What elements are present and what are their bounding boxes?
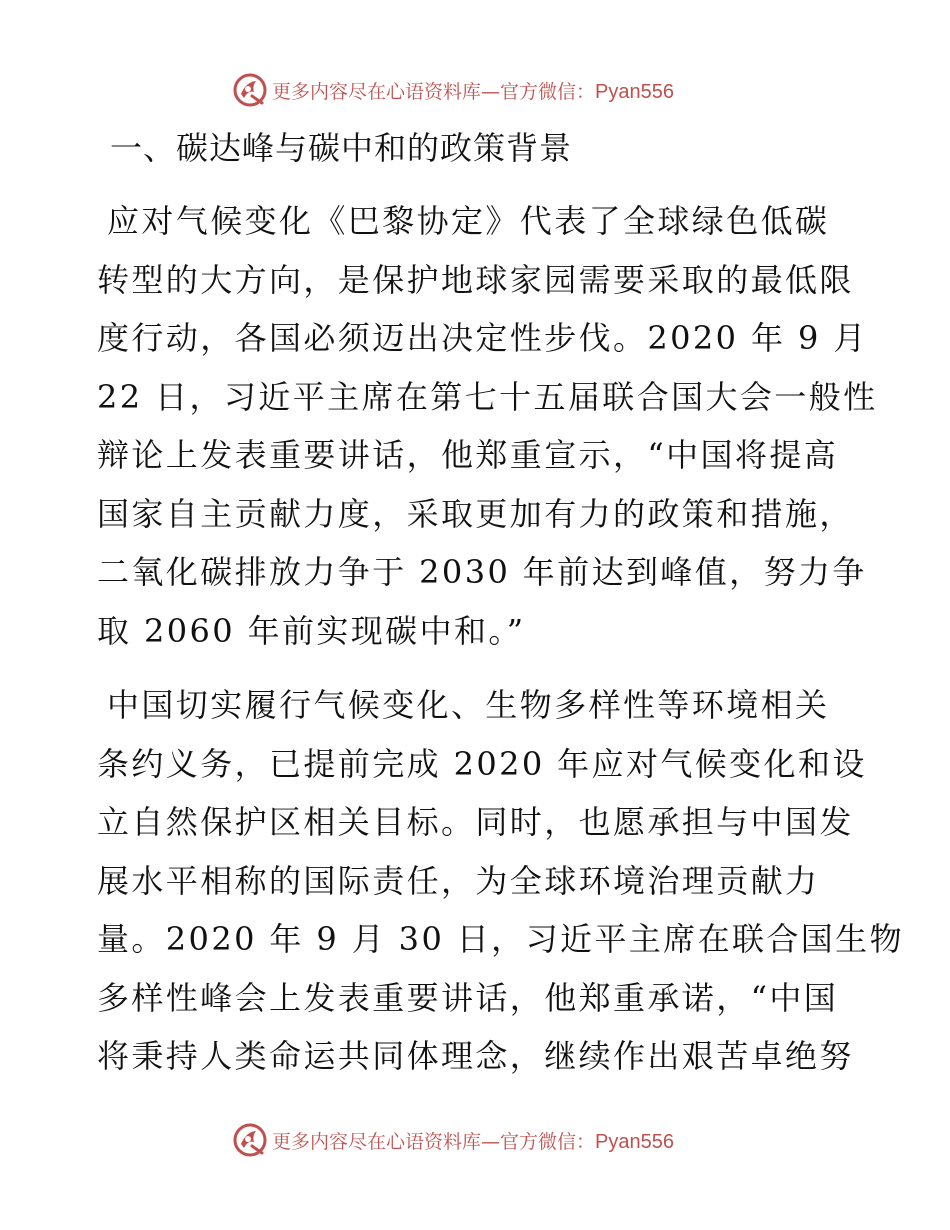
paragraph-2 bbox=[97, 676, 904, 1086]
text-line: 转型的大方向，是保护地球家园需要采取的最低限 bbox=[97, 260, 854, 299]
text-line: 量。2020 年 9 月 30 日，习近平主席在联合国生物 bbox=[97, 920, 904, 958]
footer-banner bbox=[232, 1120, 674, 1160]
text-line: 条约义务，已提前完成 2020 年应对气候变化和设 bbox=[97, 744, 867, 783]
paragraph-1 bbox=[97, 192, 878, 660]
text-line: 立自然保护区相关目标。同时，也愿承担与中国发 bbox=[97, 803, 854, 841]
text-line: 展水平相称的国际责任，为全球环境治理贡献力 bbox=[97, 861, 820, 900]
banner-text: 更多内容尽在心语资料库—官方微信：Pyan556 bbox=[272, 80, 674, 103]
text-line: 国家自主贡献力度，采取更加有力的政策和措施， bbox=[97, 494, 854, 533]
wechat-handle: Pyan556 bbox=[595, 1130, 674, 1153]
text-line: 22 日，习近平主席在第七十五届联合国大会一般性 bbox=[97, 377, 878, 416]
text-line: 应对气候变化《巴黎协定》代表了全球绿色低碳 bbox=[107, 202, 830, 240]
text-line: 中国切实履行气候变化、生物多样性等环境相关 bbox=[107, 686, 830, 724]
text-line: 度行动，各国必须迈出决定性步伐。2020 年 9 月 bbox=[97, 319, 868, 357]
section-heading: 一、碳达峰与碳中和的政策背景 bbox=[110, 129, 573, 167]
wechat-handle: Pyan556 bbox=[595, 80, 674, 103]
banner-text: 更多内容尽在心语资料库—官方微信：Pyan556 bbox=[272, 1130, 674, 1153]
text-line: 辩论上发表重要讲话，他郑重宣示，“中国将提高 bbox=[97, 436, 839, 474]
brand-logo-icon bbox=[232, 72, 268, 108]
brand-logo-icon bbox=[232, 1122, 268, 1158]
text-line: 二氧化碳排放力争于 2030 年前达到峰值，努力争 bbox=[97, 553, 867, 591]
header-banner bbox=[232, 70, 674, 110]
text-line: 取 2060 年前实现碳中和。” bbox=[97, 611, 526, 650]
text-line: 将秉持人类命运共同体理念，继续作出艰苦卓绝努 bbox=[97, 1037, 854, 1075]
text-line: 多样性峰会上发表重要讲话，他郑重承诺，“中国 bbox=[97, 978, 839, 1017]
